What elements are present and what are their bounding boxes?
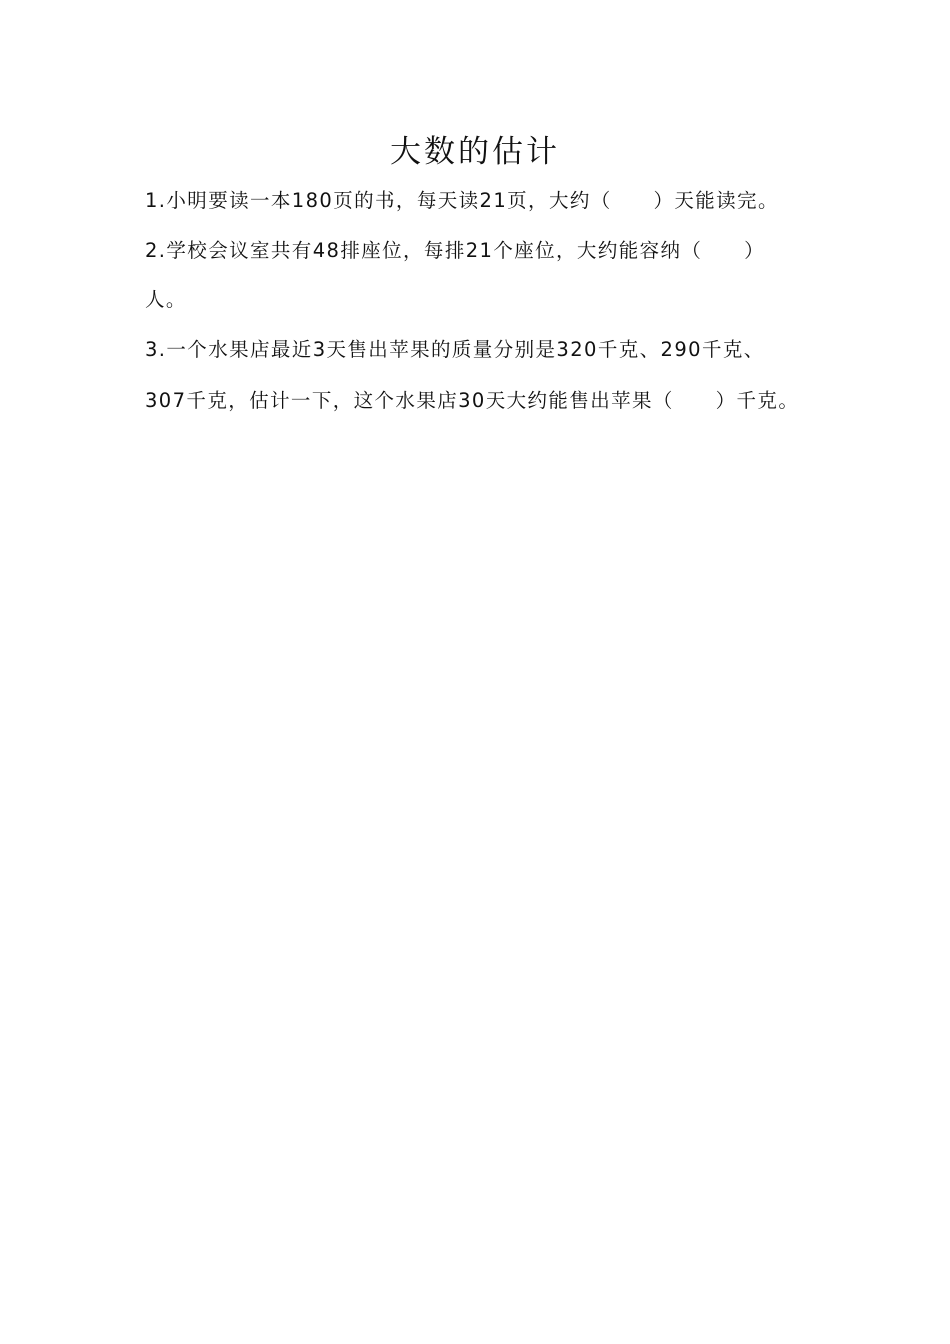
- question-2-line-1: 2.学校会议室共有48排座位，每排21个座位，大约能容纳（ ）: [145, 239, 766, 262]
- page-title: 大数的估计: [390, 134, 560, 170]
- question-3-line-1: 3.一个水果店最近3天售出苹果的质量分别是320千克、290千克、: [145, 338, 765, 361]
- question-2-line-2: 人。: [145, 288, 187, 311]
- question-1-line-1: 1.小明要读一本180页的书，每天读21页，大约（ ）天能读完。: [145, 189, 779, 212]
- question-3-line-2: 307千克，估计一下，这个水果店30天大约能售出苹果（ ）千克。: [145, 389, 800, 412]
